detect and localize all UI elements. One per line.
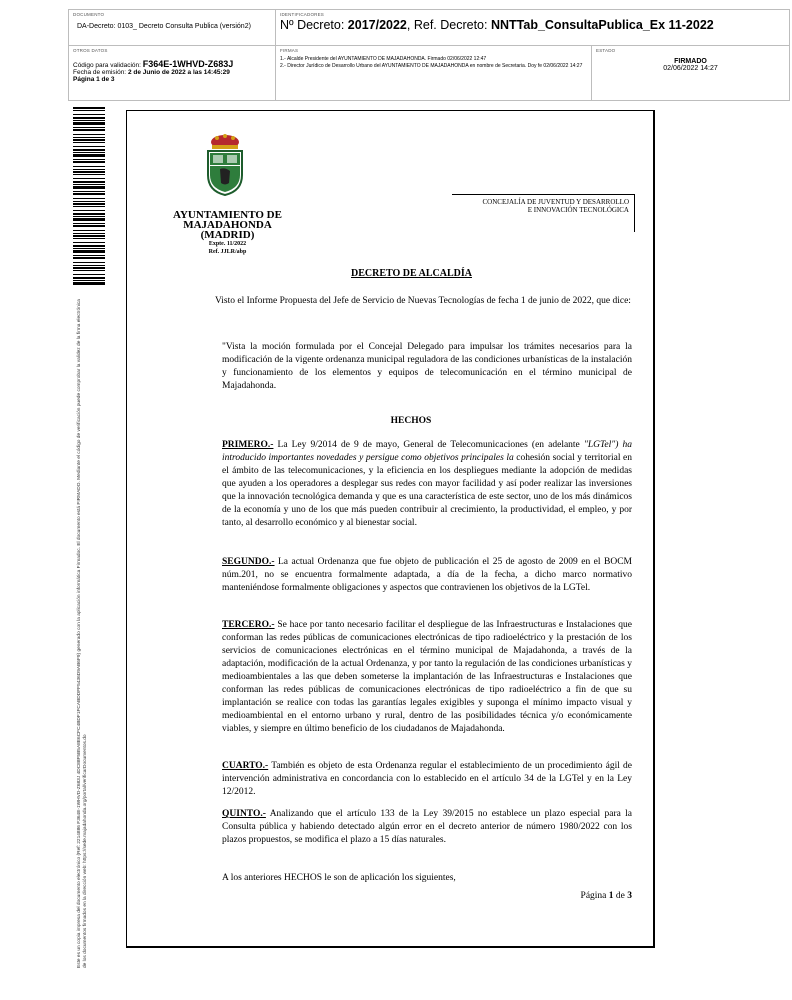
status-badge: FIRMADO	[674, 58, 707, 65]
section-heading: HECHOS	[390, 416, 432, 426]
org-line-3: (MADRID)	[200, 229, 255, 241]
paragraph-text: La actual Ordenanza que fue objeto de publicación el 25 de agosto de 2009 en el BOCM núm.201, no se encuentra formalmente adaptada, a día de la fecha, a dicho marco normativo manteniéndose formalmente obligaciones y aspectos que contravienen los objetivos de la LGTel.	[222, 557, 632, 593]
expedient-number: Expte. 11/2022	[208, 241, 247, 247]
paragraph-tercero	[222, 619, 632, 736]
paragraph-key: SEGUNDO.-	[222, 557, 275, 567]
paragraph-segundo	[222, 556, 632, 595]
paragraph-cuarto	[222, 760, 632, 799]
department-line-1: CONCEJALÍA DE JUVENTUD Y DESARROLLO	[482, 198, 629, 206]
other-data-caption: OTROS DATOS	[73, 48, 108, 53]
document-name: DA-Decreto: 0103_ Decreto Consulta Publica (versión2)	[77, 23, 251, 30]
page-word: Página	[580, 891, 607, 901]
document-title: DECRETO DE ALCALDÍA	[351, 268, 472, 279]
paragraph-italic-text: "LGTel") ha introducido importantes novedades y persigue como objetivos principales la	[222, 440, 632, 463]
decree-number: 2017/2022	[347, 18, 407, 32]
document-cell	[69, 10, 276, 45]
paragraph-primero	[222, 439, 632, 530]
ref-value: NNTTab_ConsultaPublica_Ex 11-2022	[490, 18, 714, 32]
page-total: 3	[627, 891, 632, 901]
paragraph-text: También es objeto de esta Ordenanza regular el establecimiento de un procedimiento ágil de intervención administrativa en concordancia con lo establecido en el artículo 34 de la LGTel y en la Ley 12/2012.	[222, 761, 632, 797]
status-cell	[592, 46, 789, 100]
page-current: 1	[608, 891, 614, 901]
paragraph-text: Analizando que el artículo 133 de la Ley 39/2015 no establece un plazo especial para la Consulta pública y habiendo detectado algún error en el decreto anterior de número 1980/2022 con los plazos propuestos, se modifica el plazo a 15 días naturales.	[222, 809, 632, 845]
paragraph-key: TERCERO.-	[222, 620, 275, 630]
identifiers-cell	[276, 10, 789, 45]
document-caption: DOCUMENTO	[73, 12, 105, 17]
org-line-1: AYUNTAMIENTO DE	[173, 209, 282, 221]
paragraph-key: PRIMERO.-	[222, 440, 274, 450]
signature-1: 1.- Alcalde Presidente del AYUNTAMIENTO DE MAJADAHONDA. Firmado 02/06/2022 12:47	[280, 56, 487, 62]
validation-code	[73, 59, 271, 69]
paragraph-quinto	[222, 808, 632, 847]
page-number	[520, 891, 632, 901]
closing-line: A los anteriores HECHOS le son de aplicación los siguientes,	[222, 873, 456, 883]
header-row-2	[68, 46, 790, 101]
paragraph-text: La Ley 9/2014 de 9 de mayo, General de Telecomunicaciones (en adelante	[273, 440, 584, 450]
paragraph-key: QUINTO.-	[222, 809, 266, 819]
coat-of-arms-icon	[203, 133, 247, 197]
intro-paragraph: Visto el Informe Propuesta del Jefe de Servicio de Nuevas Tecnologías de fecha 1 de junio de 2022, que dice:	[215, 296, 631, 306]
signatures-cell	[276, 46, 592, 100]
decree-prefix: Nº Decreto:	[280, 18, 345, 32]
page-of: de	[615, 891, 625, 901]
signature-2: 2.- Director Jurídico de Desarrollo Urbano del AYUNTAMIENTO DE MAJADAHONDA en nombre de Secretaria. Doy fe 02/06/2022 14:27	[280, 63, 583, 69]
issue-date	[73, 69, 271, 76]
status-date: 02/06/2022 14:27	[663, 65, 718, 72]
other-data-cell	[69, 46, 276, 100]
paragraph-key: CUARTO.-	[222, 761, 269, 771]
validation-code-label: Código para validación:	[73, 62, 141, 69]
org-line-2: MAJADAHONDA	[183, 219, 272, 231]
decree-identifiers	[280, 18, 785, 32]
verification-note: Este es un copia impresa del documento electrónico (Ref: 2214886 F364E-1WHVD-Z683J 4DC88F5B5A8E6CFC4BDF1FCABDDFF5436D9AB6F9) generado con la aplicación informática Firmadoc. El documento está FIRMADO. Mediante el código de verificación puede comprobar la validez de la firma electrónica de los documentos firmados en la dirección web: https://sede.majadahonda.org/portal/verificarDocumentos.do	[77, 299, 88, 968]
signatures-caption: FIRMAS	[280, 48, 299, 53]
barcode-icon	[73, 107, 105, 287]
header-page-count: Página 1 de 3	[73, 76, 115, 83]
validation-code-value: F364E-1WHVD-Z683J	[142, 59, 234, 69]
paragraph-text: cohesión social y territorial en el ámbito de las telecomunicaciones, y la eficiencia en los despliegues mediante la adopción de medidas que ayuden a los operadores a desplegar sus redes con mayor facilidad y así poder realizar las inversiones que la innovación tecnológica demanda y que es una característica de este sector, uno de los más dinámicos de la economía y uno de los que más pueden contribuir al crecimiento, la productividad, el empleo, y por tanto, al desarrollo económico y al bienestar social.	[222, 453, 632, 528]
department-box	[452, 194, 635, 232]
ref-prefix: , Ref. Decreto:	[406, 18, 488, 32]
paragraph-text: Se hace por tanto necesario facilitar el despliegue de las Infraestructuras e Instalaciones que conforman las redes públicas de comunicaciones electrónicas de tipo radioeléctrico y la prestación de los servicios de comunicaciones electrónicas en el término municipal de Majadahonda, a través de la adaptación, modificación de la actual Ordenanza, y por tanto la regulación de las condiciones urbanísticas y medioambientales a las que deben someterse la implantación de las Infraestructuras e Instalaciones que conforman las redes públicas de comunicaciones electrónicas de tipo radioeléctrico a fin de que su implantación se realice con todas las garantías legales exigibles y suponga el mínimo impacto visual y medioambiental en el entorno urbano y rural, dentro de las posibilidades técnica y/o económicamente viables, y siempre en último beneficio de los ciudadanos de Majadahonda.	[222, 620, 632, 734]
department-line-2: E INNOVACIÓN TECNOLÓGICA	[527, 206, 629, 214]
reference-code: Ref. JJLR/abp	[208, 249, 247, 255]
issue-date-label: Fecha de emisión:	[73, 69, 127, 76]
signature-list	[280, 56, 587, 70]
quote-paragraph: "Vista la moción formulada por el Concejal Delegado para impulsar los trámites necesarios para la modificación de la vigente ordenanza municipal reguladora de las condiciones urbanísticas de la instalación y funcionamiento de los elementos y equipos de telecomunicación en el término municipal de Majadahonda.	[222, 342, 632, 391]
status-caption: ESTADO	[596, 48, 616, 53]
issue-date-value: 2 de Junio de 2022 a las 14:45:29	[127, 69, 230, 76]
organization-block	[150, 210, 305, 256]
identifiers-caption: IDENTIFICADORES	[280, 12, 325, 17]
header-row-1	[68, 9, 790, 46]
